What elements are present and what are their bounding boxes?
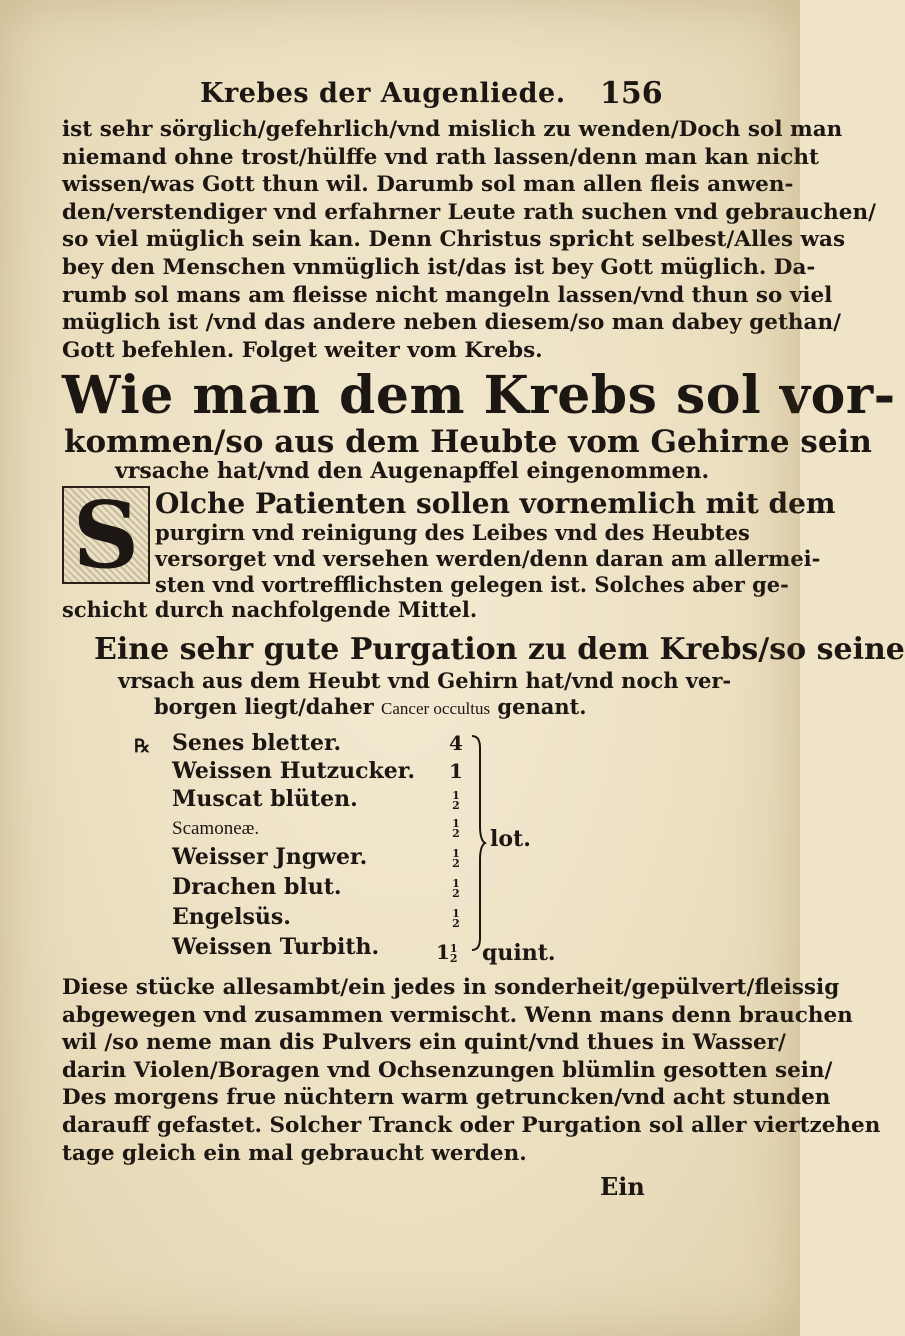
unit-lot: lot. bbox=[490, 826, 531, 852]
running-title: Krebes der Augenliede. bbox=[200, 78, 566, 109]
paragraph-3 bbox=[62, 974, 881, 1167]
qty-whole: 4 bbox=[449, 731, 463, 755]
recipe-symbol: ℞ bbox=[134, 736, 151, 757]
qty-fraction bbox=[452, 906, 460, 930]
ingredient-qty bbox=[442, 786, 470, 812]
text-line: ist sehr sörglich/gefehrlich/vnd mislich zu wenden/Doch sol man bbox=[62, 117, 843, 142]
qty-whole: 1 bbox=[436, 940, 450, 964]
text-line: so viel müglich sein kan. Denn Christus spricht selbest/Alles was bbox=[62, 227, 846, 253]
frac-den: 2 bbox=[452, 856, 460, 870]
ingredient-name: Weisser Jngwer. bbox=[172, 844, 368, 870]
ingredient-qty bbox=[442, 758, 470, 784]
frac-den: 2 bbox=[452, 886, 460, 900]
text-span: genant. bbox=[497, 694, 587, 719]
ingredient-name: Muscat blüten. bbox=[172, 786, 358, 812]
ingredient-qty bbox=[442, 844, 470, 870]
section-heading: Wie man dem Krebs sol vor- bbox=[62, 365, 896, 426]
latin-term: Cancer occultus bbox=[381, 699, 491, 718]
section-heading-line-3: vrsache hat/vnd den Augenapffel eingenommen. bbox=[115, 458, 710, 484]
ingredient-qty bbox=[442, 730, 470, 756]
catchword: Ein bbox=[600, 1172, 645, 1201]
paragraph-2 bbox=[155, 520, 821, 598]
frac-den: 2 bbox=[449, 951, 458, 965]
ingredient-qty bbox=[436, 940, 458, 964]
text-line: wissen/was Gott thun wil. Darumb sol man allen fleis anwen- bbox=[62, 172, 794, 198]
text-line: darin Violen/Boragen vnd Ochsenzungen blümlin gesotten sein/ bbox=[62, 1057, 833, 1083]
frac-num: 1 bbox=[452, 788, 460, 802]
paragraph-2-first-line: Olche Patienten sollen vornemlich mit dem bbox=[155, 487, 836, 520]
ingredient-name: Drachen blut. bbox=[172, 874, 342, 900]
text-line: tage gleich ein mal gebraucht werden. bbox=[62, 1140, 527, 1166]
purgation-heading-line-2: vrsach aus dem Heubt vnd Gehirn hat/vnd noch ver- bbox=[118, 668, 732, 693]
frac-den: 2 bbox=[452, 798, 460, 812]
text-line: versorget vnd versehen werden/denn daran am allermei- bbox=[155, 546, 821, 571]
qty-whole: 1 bbox=[449, 759, 463, 783]
qty-fraction bbox=[449, 941, 458, 965]
curly-brace-icon bbox=[470, 734, 486, 952]
paragraph-2-tail: schicht durch nachfolgende Mittel. bbox=[62, 597, 478, 622]
text-line: purgirn vnd reinigung des Leibes vnd des Heubtes bbox=[155, 520, 750, 545]
frac-den: 2 bbox=[452, 916, 460, 930]
unit-quint: quint. bbox=[482, 940, 556, 966]
text-line: Gott befehlen. Folget weiter vom Krebs. bbox=[62, 337, 543, 363]
purgation-heading-line-3 bbox=[154, 694, 694, 722]
text-line: wil /so neme man dis Pulvers ein quint/vnd thues in Wasser/ bbox=[62, 1030, 786, 1056]
text-line: Des morgens frue nüchtern warm getruncken/vnd acht stunden bbox=[62, 1085, 831, 1111]
ingredient-qty bbox=[442, 874, 470, 900]
ingredient-name: Weissen Hutzucker. bbox=[172, 758, 415, 784]
frac-num: 1 bbox=[452, 906, 460, 920]
text-line: niemand ohne trost/hülffe vnd rath lassen/denn man kan nicht bbox=[62, 144, 819, 170]
frac-num: 1 bbox=[452, 876, 460, 890]
page-number: 156 bbox=[600, 76, 663, 111]
frac-den: 2 bbox=[452, 826, 460, 840]
qty-fraction bbox=[452, 876, 460, 900]
qty-fraction bbox=[452, 788, 460, 812]
text-line: rumb sol mans am fleisse nicht mangeln lassen/vnd thun so viel bbox=[62, 282, 833, 308]
text-line: sten vnd vortrefflichsten gelegen ist. Solches aber ge- bbox=[155, 572, 789, 597]
section-heading-line-2: kommen/so aus dem Heubte vom Gehirne sein bbox=[64, 424, 872, 460]
ingredient-qty bbox=[442, 904, 470, 930]
qty-fraction bbox=[452, 816, 460, 840]
paragraph-1 bbox=[62, 116, 876, 364]
ingredient-name: Engelsüs. bbox=[172, 904, 291, 930]
text-line: den/verstendiger vnd erfahrner Leute rath suchen vnd gebrauchen/ bbox=[62, 199, 876, 225]
purgation-heading: Eine sehr gute Purgation zu dem Krebs/so seine bbox=[94, 632, 905, 667]
running-head bbox=[0, 76, 800, 116]
ingredient-qty bbox=[442, 814, 470, 840]
ingredient-name: Scamoneæ. bbox=[172, 818, 260, 839]
text-line: müglich ist /vnd das andere neben diesem/so man dabey gethan/ bbox=[62, 310, 841, 336]
qty-fraction bbox=[452, 846, 460, 870]
ingredient-name: Senes bletter. bbox=[172, 730, 342, 756]
text-line: abgewegen vnd zusammen vermischt. Wenn mans denn brauchen bbox=[62, 1002, 853, 1028]
text-line: darauff gefastet. Solcher Tranck oder Purgation sol aller viertzehen bbox=[62, 1112, 881, 1138]
recipe-list bbox=[0, 728, 800, 968]
frac-num: 1 bbox=[452, 846, 460, 860]
decorated-initial: S bbox=[62, 486, 150, 584]
text-span: borgen liegt/daher bbox=[154, 694, 374, 719]
ingredient-name: Weissen Turbith. bbox=[172, 934, 380, 960]
frac-num: 1 bbox=[452, 816, 460, 830]
frac-num: 1 bbox=[449, 941, 458, 955]
text-line: Diese stücke allesambt/ein jedes in sonderheit/gepülvert/fleissig bbox=[62, 975, 840, 1000]
text-line: bey den Menschen vnmüglich ist/das ist bey Gott müglich. Da- bbox=[62, 254, 816, 280]
